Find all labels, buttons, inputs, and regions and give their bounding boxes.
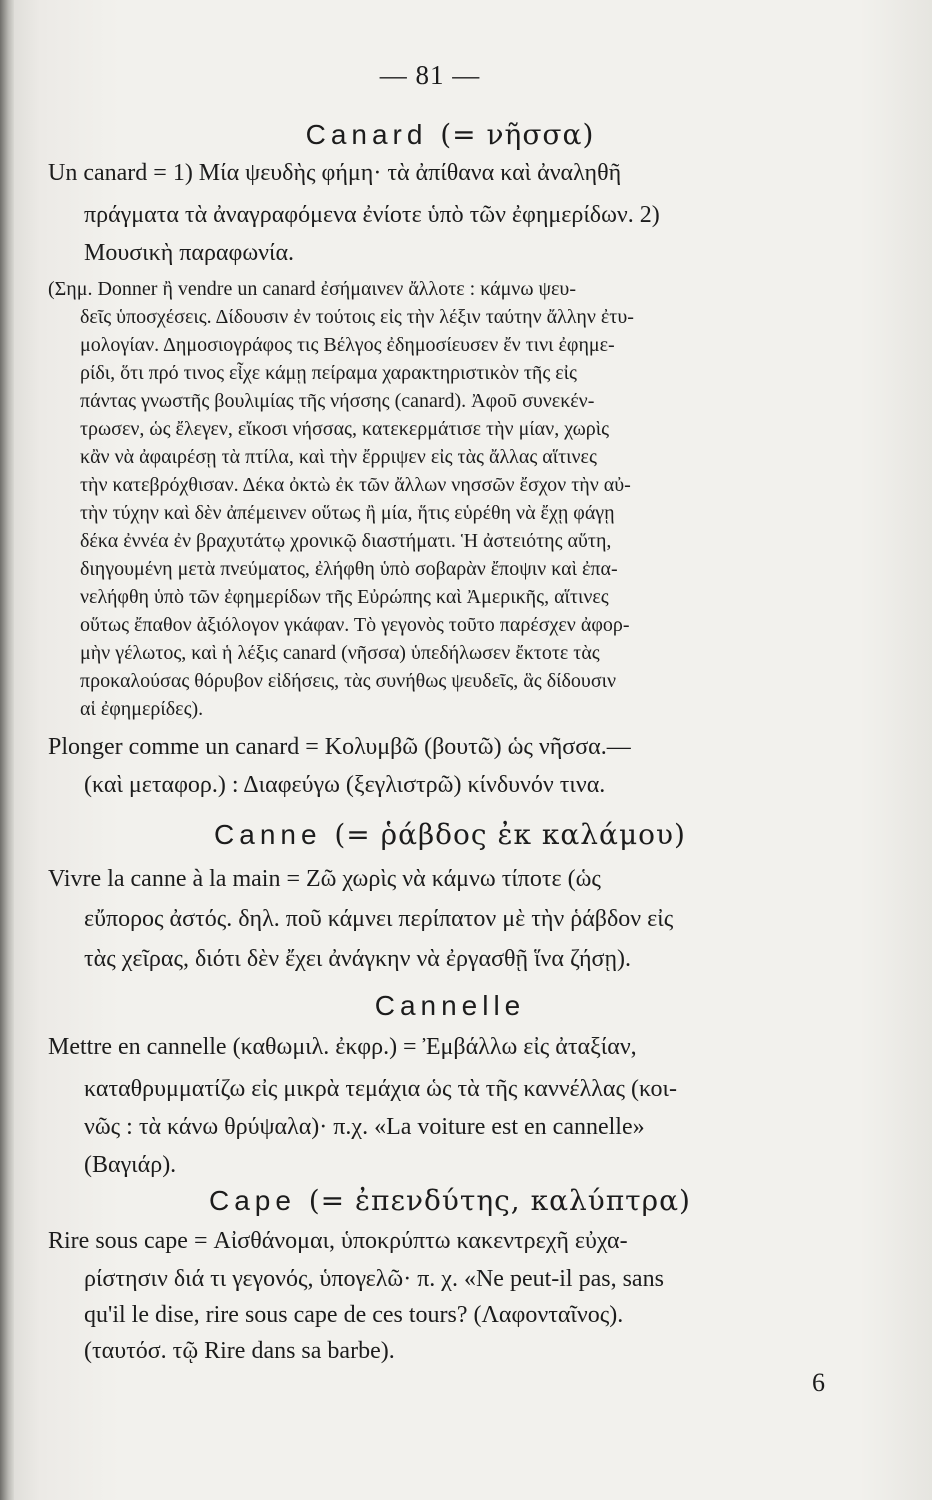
note-line: μὴν γέλωτος, καὶ ἡ λέξις canard (νῆσσα) ὑπεδήλωσεν ἔκτοτε τὰς [80, 642, 600, 664]
note-line: αἱ ἐφημερίδες). [80, 698, 204, 720]
entry-line: Rire sous cape = Αἰσθάνομαι, ὑποκρύπτω κακεντρεχῆ εὐχα- [48, 1228, 628, 1254]
note-line: διηγουμένη μετὰ πνεύματος, ἐλήφθη ὑπὸ σοβαρὰν ἔποψιν καὶ ἐπα- [80, 558, 618, 580]
note-line: μολογίαν. Δημοσιογράφος τις Βέλγος ἐδημοσίευσεν ἔν τινι ἐφημε- [80, 334, 615, 356]
note-line: τὴν τύχην καὶ δὲν ἀπέμεινεν οὕτως ἢ μία, ἥτις εὑρέθη νὰ ἔχῃ φάγῃ [80, 502, 615, 524]
note-line: τὴν κατεβρόχθισαν. Δέκα ὀκτὼ ἐκ τῶν ἄλλων νησσῶν ἔσχον τὴν αὐ- [80, 474, 631, 496]
entry-heading-cape [0, 1184, 900, 1217]
page-number-header: — 81 — [379, 60, 481, 90]
note-line: ρίδι, ὅτι πρό τινος εἶχε κάμῃ πείραμα χαρακτηριστικὸν τῆς εἰς [80, 362, 577, 384]
entry-line: νῶς : τὰ κάνω θρύψαλα)· π.χ. «La voiture est en cannelle» [84, 1114, 645, 1140]
note-line: τρωσεν, ὡς ἔλεγεν, εἴκοσι νήσσας, κατεκερμάτισε τὴν μίαν, χωρὶς [80, 418, 610, 440]
note-line: νελήφθη ὑπὸ τῶν ἐφημερίδων τῆς Εὐρώπης καὶ Ἀμερικῆς, αἵτινες [80, 586, 609, 608]
heading-gloss: (= ῥάβδος ἐκ καλάμου) [334, 818, 686, 851]
note-line: δεῖς ὑποσχέσεις. Δίδουσιν ἐν τούτοις εἰς τὴν λέξιν ταύτην ἄλλην ἐτυ- [80, 306, 634, 328]
page-number-footer: 6 [812, 1368, 825, 1397]
entry-line: εὔπορος ἀστός. δηλ. ποῦ κάμνει περίπατον μὲ τὴν ῥάβδον εἰς [84, 906, 674, 932]
entry-heading-cannelle [0, 990, 900, 1022]
note-line: πάντας γνωστῆς βουλιμίας τῆς νήσσης (canard). Ἀφοῦ συνεκέν- [80, 390, 595, 412]
entry-line: Mettre en cannelle (καθωμιλ. ἐκφρ.) = Ἐμβάλλω εἰς ἀταξίαν, [48, 1034, 637, 1060]
heading-word: Cannelle [374, 990, 526, 1021]
heading-word: Canard [305, 119, 428, 150]
note-line: προκαλούσας θόρυβον εἰδήσεις, τὰς συνήθως ψευδεῖς, ἃς δίδουσιν [80, 670, 617, 692]
note-line: κἂν νὰ ἀφαιρέσῃ τὰ πτίλα, καὶ τὴν ἔρριψεν εἰς τὰς ἄλλας αἵτινες [80, 446, 597, 468]
entry-line: Vivre la canne à la main = Ζῶ χωρὶς νὰ κάμνω τίποτε (ὡς [48, 866, 601, 892]
page-binding-shadow [0, 0, 14, 1500]
entry-heading-canne [0, 818, 900, 851]
entry-line: (καὶ μεταφορ.) : Διαφεύγω (ξεγλιστρῶ) κίνδυνόν τινα. [84, 772, 606, 798]
entry-line: (Βαγιάρ). [84, 1152, 177, 1178]
entry-line: ρίστησιν διά τι γεγονός, ὑπογελῶ· π. χ. «Ne peut-il pas, sans [84, 1266, 664, 1292]
note-line: οὕτως ἔπαθον ἀξιόλογον γκάφαν. Τὸ γεγονὸς τοῦτο παρέσχεν ἀφορ- [80, 614, 630, 636]
note-line: (Σημ. Donner ἢ vendre un canard ἐσήμαινεν ἄλλοτε : κάμνω ψευ- [48, 278, 576, 300]
heading-gloss: (= νῆσσα) [440, 118, 595, 151]
entry-line: qu'il le dise, rire sous cape de ces tours? (Λαφονταῖνος). [84, 1302, 624, 1328]
entry-heading-canard [0, 118, 900, 151]
heading-gloss: (= ἐπενδύτης, καλύπτρα) [308, 1184, 691, 1217]
entry-line: Plonger comme un canard = Κολυμβῶ (βουτῶ) ὡς νῆσσα.— [48, 734, 631, 760]
entry-line: Μουσικὴ παραφωνία. [84, 240, 295, 266]
note-line: δέκα ἐννέα ἐν βραχυτάτῳ χρονικῷ διαστήματι. Ἡ ἀστειότης αὕτη, [80, 530, 612, 552]
heading-word: Cape [209, 1185, 296, 1216]
entry-line: καταθρυμματίζω εἰς μικρὰ τεμάχια ὡς τὰ τῆς καννέλλας (κοι- [84, 1076, 677, 1102]
entry-line: τὰς χεῖρας, διότι δὲν ἔχει ἀνάγκην νὰ ἐργασθῇ ἵνα ζήσῃ). [84, 946, 631, 972]
entry-line: Un canard = 1) Μία ψευδὴς φήμη· τὰ ἀπίθανα καὶ ἀναληθῆ [48, 160, 622, 186]
entry-line: (ταυτόσ. τῷ Rire dans sa barbe). [84, 1338, 395, 1364]
entry-line: πράγματα τὰ ἀναγραφόμενα ἐνίοτε ὑπὸ τῶν ἐφημερίδων. 2) [84, 202, 660, 228]
heading-word: Canne [214, 819, 322, 850]
